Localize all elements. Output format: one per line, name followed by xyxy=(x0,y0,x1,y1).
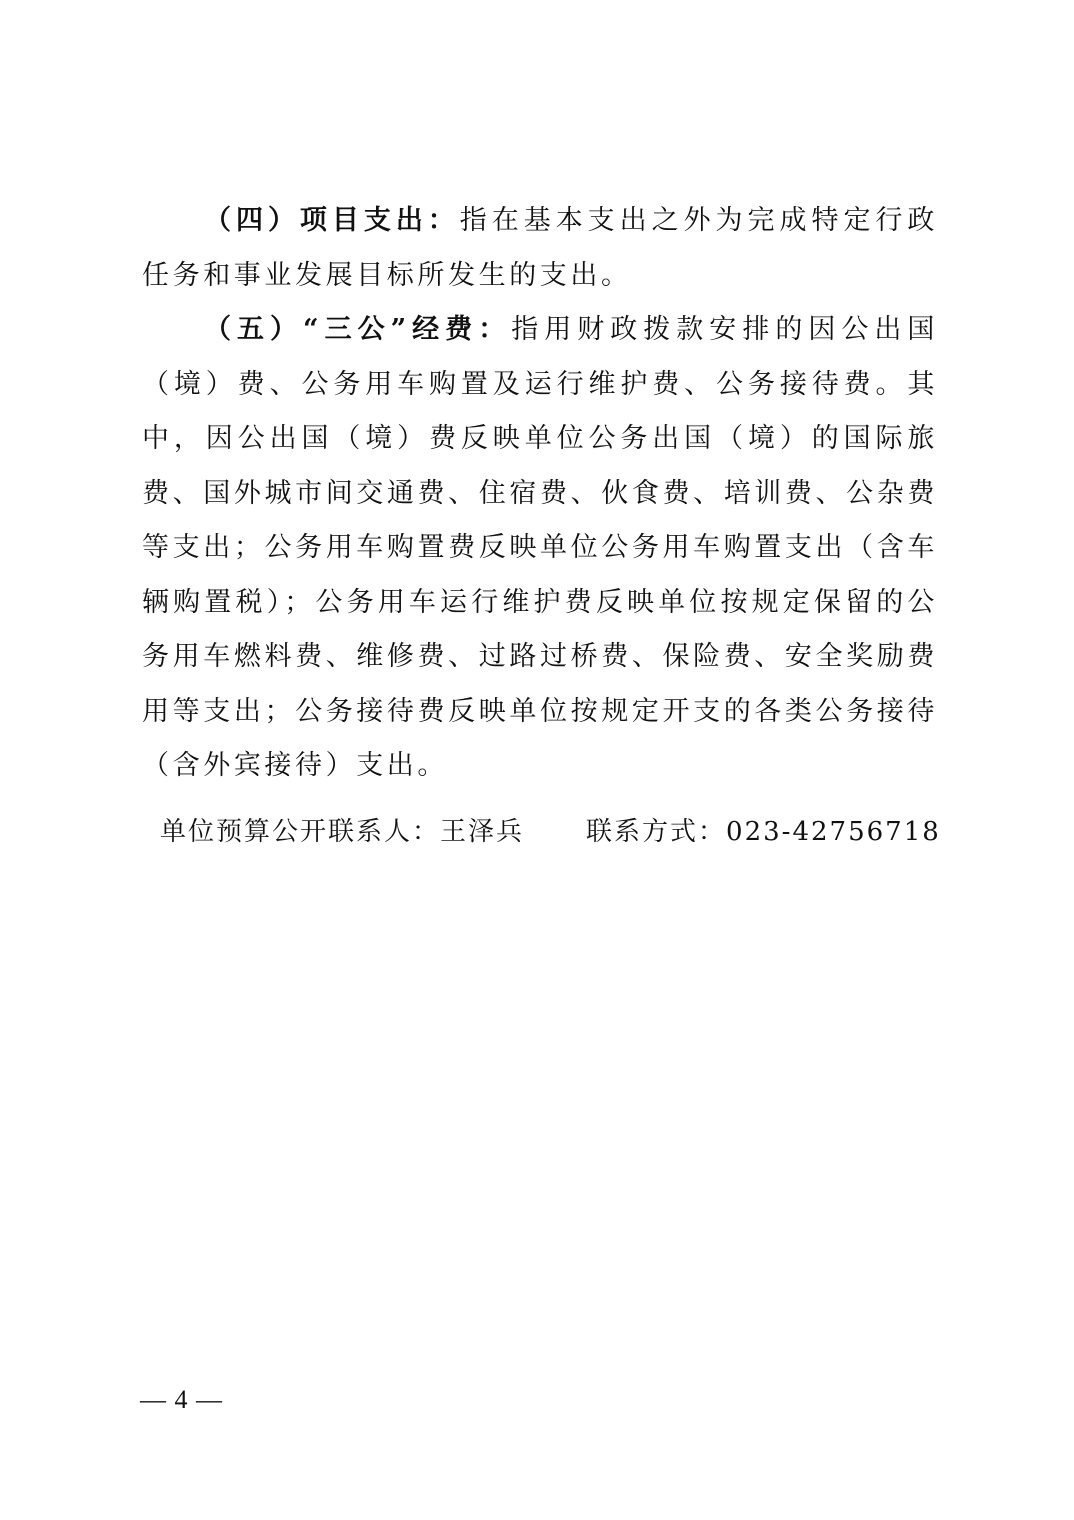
document-body xyxy=(142,194,938,794)
section-three-public-expenses xyxy=(142,303,938,794)
page-number: — 4 — xyxy=(140,1385,223,1414)
section-text: 指用财政拨款安排的因公出国（境）费、公务用车购置及运行维护费、公务接待费。其中，因公出国（境）费反映单位公务出国（境）的国际旅费、国外城市间交通费、住宿费、伙食费、培训费、公杂费等支出；公务用车购置费反映单位公务用车购置支出（含车辆购置税）；公务用车运行维护费反映单位按规定保留的公务用车燃料费、维修费、过路过桥费、保险费、安全奖励费用等支出；公务接待费反映单位按规定开支的各类公务接待（含外宾接待）支出。 xyxy=(142,314,938,781)
section-heading: （五）“三公”经费： xyxy=(204,314,512,345)
contact-phone-label: 联系方式： xyxy=(586,817,727,847)
contact-person-name: 王泽兵 xyxy=(440,817,525,847)
section-project-expenditure xyxy=(142,194,938,303)
contact-line xyxy=(160,810,941,854)
section-heading: （四）项目支出： xyxy=(204,205,460,236)
section-text: 指在基本支出之外为完成特定行政任务和事业发展目标所发生的支出。 xyxy=(142,205,938,291)
contact-phone: 023-42756718 xyxy=(726,817,941,847)
contact-person-label: 单位预算公开联系人： xyxy=(160,817,441,847)
